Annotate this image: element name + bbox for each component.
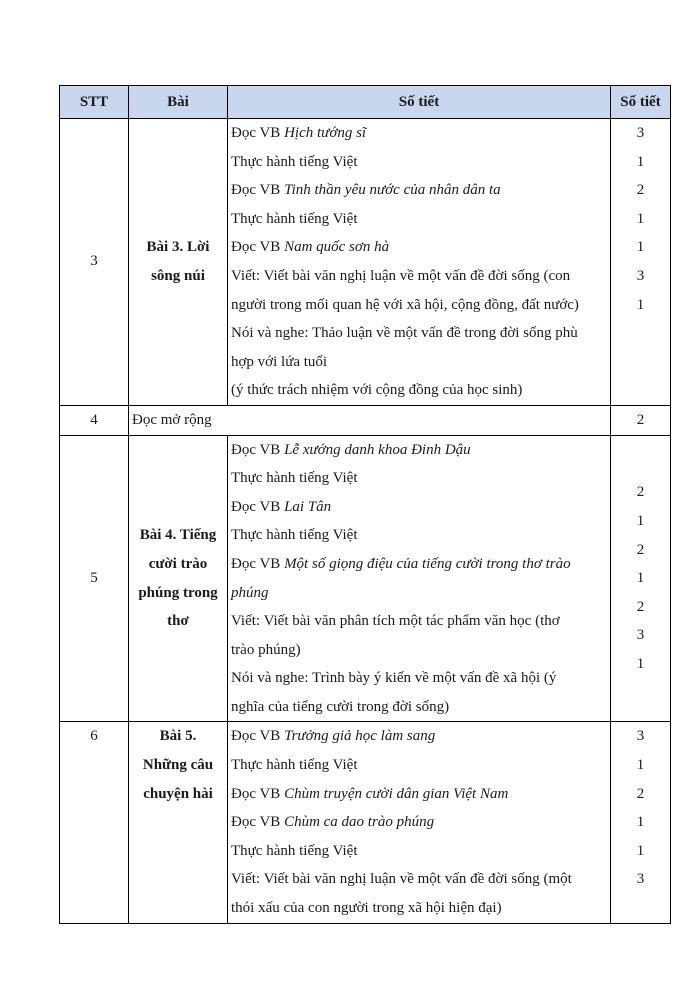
text-title: Lai Tân	[284, 498, 332, 515]
lesson-title-line: cười trào	[148, 555, 208, 572]
content-line: Đọc VB Tinh thần yêu nước của nhân dân ta	[231, 182, 501, 199]
text-title: Trưởng giả học làm sang	[284, 728, 436, 745]
content-line: Đọc VB Trưởng giả học làm sang	[231, 728, 436, 745]
content-line: thói xấu của con người trong xã hội hiện đại)	[231, 900, 502, 917]
table-row	[60, 119, 671, 406]
lesson-cell	[129, 435, 228, 722]
period-count: 3	[636, 125, 645, 141]
tiet-cell	[611, 435, 671, 722]
content-line: Đọc VB Lai Tân	[231, 498, 332, 515]
lesson-title-line: thơ	[167, 613, 189, 630]
period-count: 1	[636, 513, 645, 530]
period-count: 3	[636, 267, 645, 284]
period-count: 1	[636, 210, 645, 227]
content-line: trào phúng)	[231, 641, 301, 658]
lesson-title-line: sông núi	[151, 267, 205, 284]
content-line: Đọc VB Lễ xướng danh khoa Đinh Dậu	[231, 441, 471, 458]
content-line: hợp với lứa tuổi	[231, 353, 328, 370]
stt-cell: 4	[60, 405, 129, 435]
text-title: Chùm truyện cười dân gian Việt Nam	[284, 785, 509, 802]
period-count: 1	[636, 814, 645, 831]
text-title: Một số giọng điệu của tiếng cười trong thơ trào	[284, 555, 571, 572]
header-row	[60, 86, 671, 119]
period-count: 2	[636, 182, 645, 199]
content-line	[231, 579, 606, 608]
lesson-cell	[129, 722, 228, 923]
content-line: Đọc VB Hịch tướng sĩ	[231, 125, 367, 141]
content-line: Thực hành tiếng Việt	[231, 527, 358, 544]
content-line: Viết: Viết bài văn phân tích một tác phẩm văn học (thơ	[231, 613, 560, 630]
content-line: người trong mối quan hệ với xã hội, cộng đồng, đất nước)	[231, 296, 579, 313]
content-cell	[228, 722, 611, 923]
content-line: Thực hành tiếng Việt	[231, 470, 358, 487]
tiet-cell	[611, 405, 671, 435]
content-line: Thực hành tiếng Việt	[231, 757, 358, 774]
tiet-cell	[611, 119, 671, 406]
period-count: 2	[636, 484, 645, 501]
lesson-title-line: phúng trong	[138, 584, 218, 601]
period-count: 1	[636, 757, 645, 774]
period-count: 2	[636, 598, 645, 615]
period-count: 2	[636, 541, 645, 558]
header-tiet: Số tiết	[611, 86, 671, 119]
content-line: Thực hành tiếng Việt	[231, 210, 358, 227]
period-count: 2	[636, 411, 645, 428]
row-label: Đọc mở rộng	[132, 411, 212, 428]
table-row	[60, 722, 671, 923]
text-title: Hịch tướng sĩ	[284, 125, 367, 141]
period-count: 1	[636, 570, 645, 587]
content-line: Đọc VB Chùm truyện cười dân gian Việt Nam	[231, 785, 509, 802]
lesson-plan-table	[59, 85, 671, 924]
content-line: nghĩa của tiếng cười trong đời sống)	[231, 698, 450, 715]
text-title: phúng	[231, 584, 269, 601]
content-cell	[228, 435, 611, 722]
period-count: 1	[636, 655, 645, 672]
period-count: 1	[636, 239, 645, 256]
header-bai: Bài	[129, 86, 228, 119]
period-count: 1	[636, 153, 645, 170]
stt-cell: 5	[60, 435, 129, 722]
header-stt: STT	[60, 86, 129, 119]
content-line: (ý thức trách nhiệm với cộng đồng của học sinh)	[231, 382, 523, 399]
content-line: Thực hành tiếng Việt	[231, 153, 358, 170]
period-count: 2	[636, 785, 645, 802]
period-count: 3	[636, 627, 645, 644]
header-content: Số tiết	[228, 86, 611, 119]
period-count: 1	[636, 842, 645, 859]
stt-cell	[60, 722, 129, 923]
tiet-cell	[611, 722, 671, 923]
table-row	[60, 405, 671, 435]
content-line: Đọc VB Chùm ca dao trào phúng	[231, 814, 435, 831]
lesson-title-line: Bài 5.	[159, 728, 197, 745]
content-cell	[228, 119, 611, 406]
text-title: Chùm ca dao trào phúng	[284, 814, 435, 831]
table-row	[60, 435, 671, 722]
content-line: Viết: Viết bài văn nghị luận về một vấn đề đời sống (con	[231, 267, 571, 284]
lesson-title-line: Bài 4. Tiếng	[139, 527, 217, 544]
content-line: Đọc VB Một số giọng điệu của tiếng cười trong thơ trào	[231, 555, 571, 572]
stt-cell: 3	[60, 119, 129, 406]
stt-value: 6	[90, 728, 98, 745]
lesson-title-line: Bài 3. Lời	[146, 239, 210, 256]
lesson-title-line: chuyện hài	[143, 785, 213, 802]
lesson-title-line: Những câu	[142, 757, 214, 774]
content-line: Viết: Viết bài văn nghị luận về một vấn đề đời sống (một	[231, 871, 572, 888]
text-title: Nam quốc sơn hà	[284, 239, 390, 256]
content-line: Đọc VB Nam quốc sơn hà	[231, 239, 390, 256]
content-line: Nói và nghe: Thảo luận về một vấn đề trong đời sống phù	[231, 325, 578, 342]
period-count: 3	[636, 871, 645, 888]
lesson-cell	[129, 119, 228, 406]
content-line: Thực hành tiếng Việt	[231, 842, 358, 859]
text-title: Tinh thần yêu nước của nhân dân ta	[284, 182, 501, 199]
text-title: Lễ xướng danh khoa Đinh Dậu	[284, 441, 471, 458]
period-count: 1	[636, 296, 645, 313]
content-cell	[129, 405, 611, 435]
content-line: Nói và nghe: Trình bày ý kiến về một vấn đề xã hội (ý	[231, 670, 557, 687]
period-count: 3	[636, 728, 645, 745]
